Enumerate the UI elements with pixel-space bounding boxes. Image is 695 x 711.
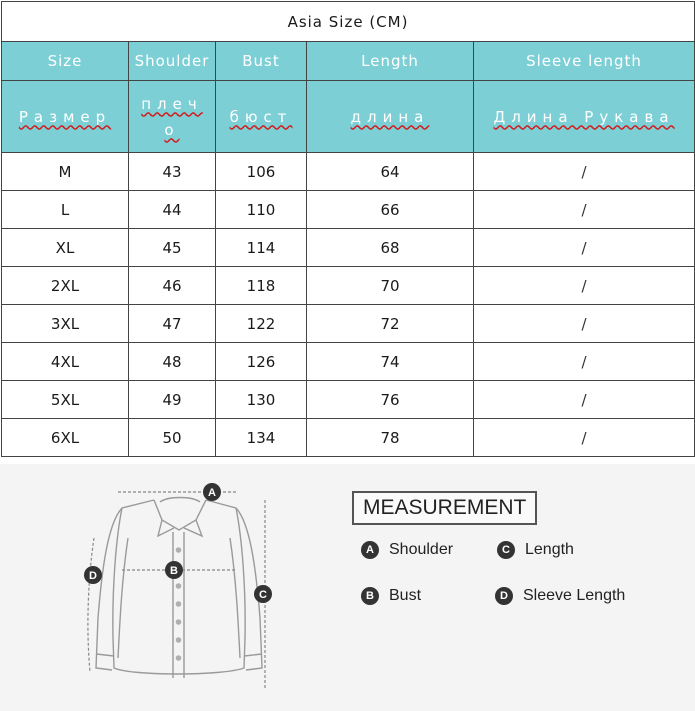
cell-shoulder: 43 [129,153,216,191]
cell-shoulder: 46 [129,267,216,305]
header-bust: Bust [216,42,307,81]
cell-shoulder: 50 [129,419,216,457]
header-row-russian [2,81,695,153]
legend-badge-d: D [495,587,513,605]
cell-sleeve-length: / [474,229,695,267]
cell-length: 70 [307,267,474,305]
legend-item-shoulder [361,541,453,559]
table-row [2,153,695,191]
header-length-ru [307,81,474,153]
header-length-ru-text: длина [350,107,430,126]
cell-sleeve-length: / [474,343,695,381]
table-row [2,191,695,229]
cell-sleeve-length: / [474,381,695,419]
cell-size: XL [2,229,129,267]
legend-item-bust [361,587,421,605]
cell-length: 68 [307,229,474,267]
cell-length: 74 [307,343,474,381]
legend-badge-b: B [361,587,379,605]
table-row [2,381,695,419]
marker-b-label: B [170,565,178,577]
cell-sleeve-length: / [474,267,695,305]
legend-item-length [497,541,574,559]
table-row [2,229,695,267]
marker-d-label: D [89,570,97,582]
cell-bust: 118 [216,267,307,305]
shirt-diagram [72,478,287,696]
header-size: Size [2,42,129,81]
legend-item-sleeve-length [495,587,625,605]
cell-size: 3XL [2,305,129,343]
table-title: Asia Size (CM) [2,2,695,42]
cell-shoulder: 49 [129,381,216,419]
cell-size: 5XL [2,381,129,419]
header-bust-ru-text: бюст [229,107,293,126]
cell-size: M [2,153,129,191]
sleeve-line [88,538,94,672]
cell-bust: 106 [216,153,307,191]
cell-bust: 122 [216,305,307,343]
size-table [1,1,695,457]
table-row [2,419,695,457]
cell-length: 64 [307,153,474,191]
cell-bust: 114 [216,229,307,267]
measurement-title: MEASUREMENT [352,491,537,525]
header-sleeve-length-ru [474,81,695,153]
cell-shoulder: 47 [129,305,216,343]
table-row [2,343,695,381]
marker-a-label: A [208,487,216,499]
cell-length: 72 [307,305,474,343]
header-length: Length [307,42,474,81]
marker-c-label: C [259,589,267,601]
table-row [2,305,695,343]
cell-sleeve-length: / [474,191,695,229]
cell-size: 6XL [2,419,129,457]
cell-bust: 130 [216,381,307,419]
legend-label-length: Length [525,541,574,558]
cell-sleeve-length: / [474,153,695,191]
header-shoulder-ru [129,81,216,153]
header-shoulder-ru-text: плечо [141,94,203,139]
header-sleeve-length-ru-text: Длина Рукава [493,107,675,126]
cell-shoulder: 44 [129,191,216,229]
cell-bust: 134 [216,419,307,457]
header-shoulder: Shoulder [129,42,216,81]
legend-badge-c: C [497,541,515,559]
table-title-row [2,2,695,42]
header-row-english [2,42,695,81]
cell-bust: 126 [216,343,307,381]
cell-length: 78 [307,419,474,457]
legend-label-sleeve-length: Sleeve Length [523,587,626,604]
header-sleeve-length: Sleeve length [474,42,695,81]
legend-badge-a: A [361,541,379,559]
cell-bust: 110 [216,191,307,229]
cell-shoulder: 45 [129,229,216,267]
cell-sleeve-length: / [474,305,695,343]
header-size-ru-text: Размер [18,107,112,126]
cell-length: 66 [307,191,474,229]
cell-size: L [2,191,129,229]
header-size-ru [2,81,129,153]
cell-length: 76 [307,381,474,419]
cell-sleeve-length: / [474,419,695,457]
cell-size: 2XL [2,267,129,305]
legend-label-shoulder: Shoulder [389,541,454,558]
legend-label-bust: Bust [389,587,422,604]
header-bust-ru [216,81,307,153]
cell-size: 4XL [2,343,129,381]
table-row [2,267,695,305]
cell-shoulder: 48 [129,343,216,381]
